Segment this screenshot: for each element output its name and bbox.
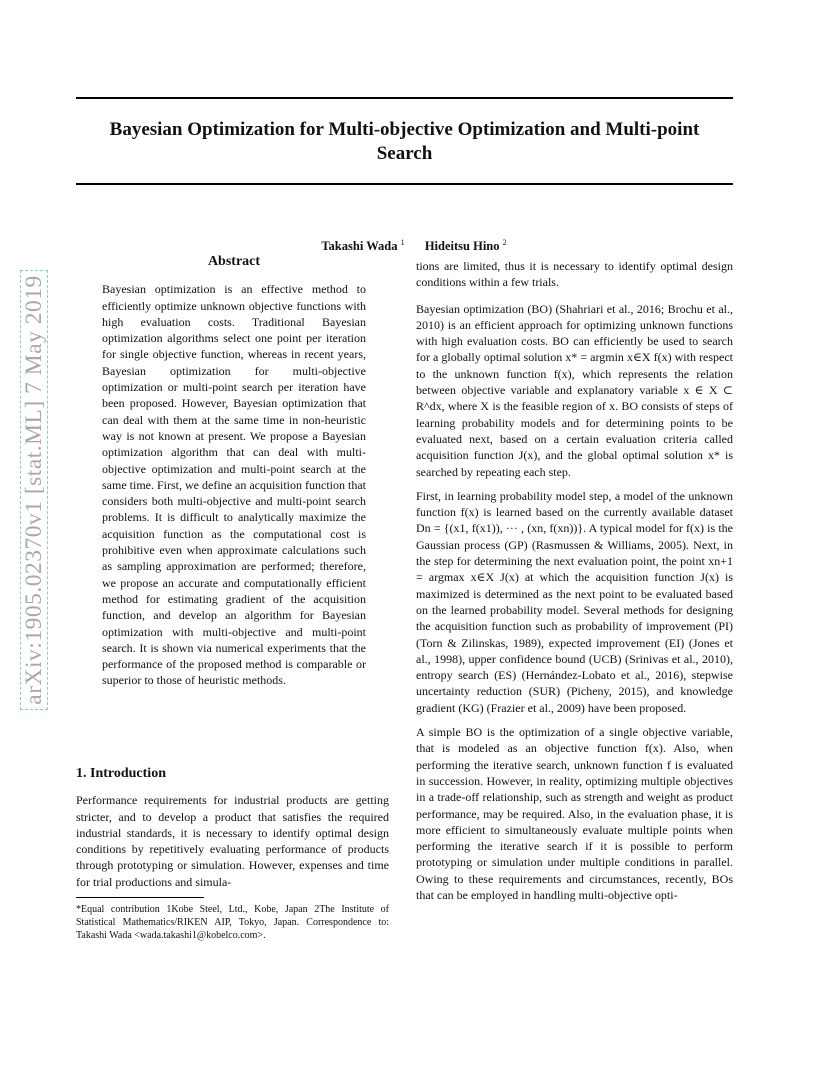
title-rule-bottom bbox=[76, 183, 733, 185]
introduction-body: Performance requirements for industrial products are getting stricter, and to develop a product that satisfies the required industrial standards, it is necessary to identify optimal design conditions by repetitively evaluating performance of products through prototyping or simulation. However, expenses and time for trial productions and simula- bbox=[76, 793, 389, 889]
footnote-divider bbox=[76, 897, 204, 898]
abstract-section bbox=[102, 254, 366, 689]
author-name: Takashi Wada bbox=[321, 239, 398, 254]
author-name: Hideitsu Hino bbox=[424, 239, 500, 254]
paragraph-continuation: tions are limited, thus it is necessary to identify optimal design conditions within a few trials. bbox=[416, 259, 733, 290]
right-column bbox=[416, 258, 733, 911]
footnote: *Equal contribution 1Kobe Steel, Ltd., Kobe, Japan 2The Institute of Statistical Mathematics/RIKEN AIP, Tokyo, Japan. Correspondence to: Takashi Wada <wada.takashi1@kobelco.com>. bbox=[76, 904, 389, 941]
author-list bbox=[0, 238, 828, 254]
introduction-section bbox=[76, 766, 389, 890]
paragraph-bo-steps: First, in learning probability model step, a model of the unknown function f(x) is learned based on the currently available dataset Dn = {(x1, f(x1)), ··· , (xn, f(xn))}. A typical model for f(x) is the Gaussian process (GP) (Rasmussen & Williams, 2005). Next, in the step for determining the next evaluation point, the point xn+1 = argmax x∈X J(x) at which the acquisition function J(x) is maximized is determined as the next point to be evaluated based on the learned probability model. Several methods for designing the acquisition function such as probability of improvement (PI) (Torn & Zilinskas, 1989), expected improvement (EI) (Jones et al., 1998), upper confidence bound (UCB) (Srinivas et al., 2010), entropy search (ES) (Hernández-Lobato et al., 2016), stepwise uncertainty reduction (SUR) (Picheny, 2015), and knowledge gradient (KG) (Frazier et al., 2009) have been proposed. bbox=[416, 488, 733, 715]
paragraph-bo-overview: Bayesian optimization (BO) (Shahriari et al., 2016; Brochu et al., 2010) is an efficient approach for optimizing unknown functions with high evaluation costs. BO can efficiently be used to search for a globally optimal solution x* = argmin x∈X f(x) with respect to the unknown function f(x), which represents the relation between objective variable and explanatory variable x ∈ X ⊂ R^dx, where X is the feasible region of x. BO consists of steps of learning probability models and for determining points to be evaluated next, based on a certain evaluation criteria called acquisition function J(x), and the global optimal solution x* is searched by repeating each step. bbox=[416, 301, 733, 479]
abstract-body: Bayesian optimization is an effective method to efficiently optimize unknown objective functions with high evaluation costs. Traditional Bayesian optimization algorithms select one point per iteration for single objective function, whereas in recent years, Bayesian optimization for multi-objective optimization or multi-point search per iteration have been proposed. However, Bayesian optimization that can deal with them at the same time in non-heuristic way is not known at present. We propose a Bayesian optimization algorithm that can deal with multi-objective optimization and multi-point search at the same time. First, we define an acquisition function that considers both multi-objective and multi-point search problems. It is difficult to analytically maximize the acquisition function as the computational cost is prohibitive even when approximate calculations such as sampling approximation are performed; therefore, we propose an accurate and computationally efficient method for estimating gradient of the acquisition function, and develop an algorithm for Bayesian optimization with multi-objective and multi-point search. It is shown via numerical experiments that the performance of the proposed method is comparable or superior to those of heuristic methods. bbox=[102, 282, 366, 688]
abstract-heading: Abstract bbox=[207, 254, 261, 269]
introduction-heading: 1. Introduction bbox=[76, 766, 166, 781]
author-affiliation-mark: 2 bbox=[502, 238, 507, 247]
paragraph-simple-bo: A simple BO is the optimization of a single objective variable, that is modeled as an objective function f(x). Also, when performing the iterative search, unknown function f is evaluated in succession. However, in reality, optimizing multiple objectives in a trade-off relationship, such as strength and weight as product performance, may be required. Also, in the evaluation phase, it is more efficient to simultaneously evaluate multiple points when performing the iterative search if it is possible to perform prototyping or simulation under multiple conditions in parallel. Owing to these requirements and circumstances, recently, BOs that can be employed in handling multi-objective opti- bbox=[416, 725, 733, 902]
arxiv-stamp bbox=[21, 230, 51, 750]
paper-title: Bayesian Optimization for Multi-objective Optimization and Multi-point Search bbox=[109, 119, 700, 164]
title-rule-top bbox=[76, 97, 733, 99]
arxiv-identifier: arXiv:1905.02370v1 [stat.ML] 7 May 2019 bbox=[20, 270, 48, 709]
author-affiliation-mark: 1 bbox=[400, 238, 405, 247]
